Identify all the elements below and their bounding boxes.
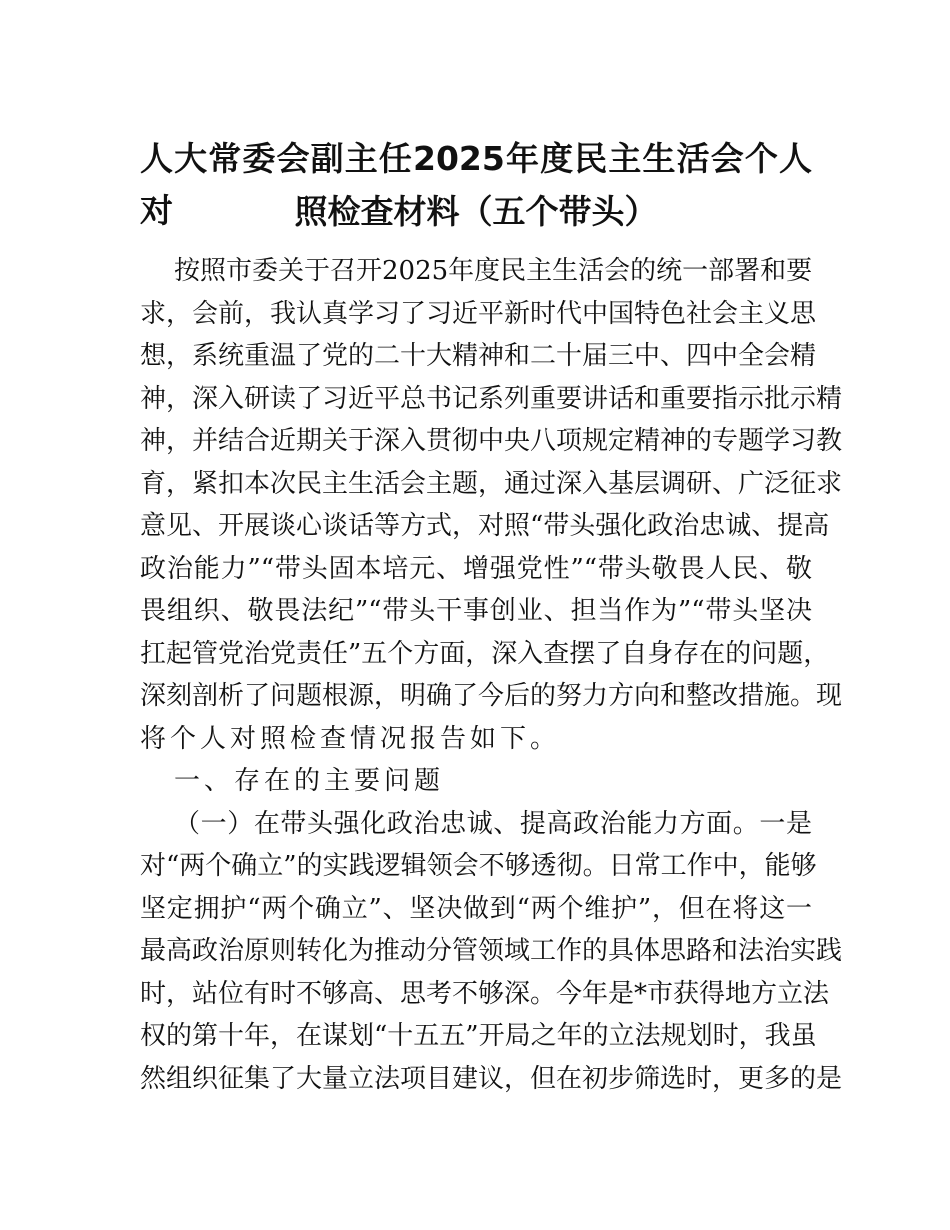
paragraph-line: 育，紧扣本次民主生活会主题，通过深入基层调研、广泛征求 (140, 468, 843, 499)
paragraph-line: （一）在带头强化政治忠诚、提高政治能力方面。一是 (174, 808, 812, 839)
paragraph-line: 畏组织、敬畏法纪”“带头干事创业、担当作为”“带头坚决 (140, 596, 812, 626)
paragraph-line: 将个人对照检查情况报告如下。 (140, 723, 561, 754)
paragraph-line: 想，系统重温了党的二十大精神和二十届三中、四中全会精 (140, 341, 817, 371)
paragraph-line: 权的第十年，在谋划“十五五”开局之年的立法规划时，我虽 (140, 1021, 817, 1051)
paragraph-line: 神，并结合近期关于深入贯彻中央八项规定精神的专题学习教 (140, 426, 843, 456)
paragraph-line: 扛起管党治党责任”五个方面，深入查摆了自身存在的问题， (140, 638, 830, 669)
paragraph-line: 然组织征集了大量立法项目建议，但在初步筛选时，更多的是 (140, 1063, 843, 1094)
paragraph-line: 最高政治原则转化为推动分管领域工作的具体思路和法治实践 (140, 936, 843, 966)
paragraph-line: 深刻剖析了问题根源，明确了今后的努力方向和整改措施。现 (140, 681, 843, 711)
paragraph-line: 神，深入研读了习近平总书记系列重要讲话和重要指示批示精 (140, 383, 843, 414)
paragraph-line: 坚定拥护“两个确立”、坚决做到“两个维护”，但在将这一 (140, 893, 812, 924)
paragraph-line: 按照市委关于召开2025年度民主生活会的统一部署和要 (174, 256, 813, 286)
document-title-line-2: 照检查材料（五个带头） (294, 192, 658, 231)
paragraph-line: 意见、开展谈心谈话等方式，对照“带头强化政治忠诚、提高 (140, 511, 830, 541)
paragraph-line: 对“两个确立”的实践逻辑领会不够透彻。日常工作中，能够 (140, 851, 817, 881)
document-title-line-1: 人大常委会副主任2025年度民主生活会个人对 (140, 139, 812, 230)
paragraph-line: 政治能力”“带头固本培元、增强党性”“带头敬畏人民、敬 (140, 553, 812, 584)
paragraph-line: 时，站位有时不够高、思考不够深。今年是*市获得地方立法 (140, 978, 830, 1009)
paragraph-line: 求，会前，我认真学习了习近平新时代中国特色社会主义思 (140, 298, 817, 329)
document-body (140, 250, 843, 1100)
section-heading: 一、存在的主要问题 (174, 766, 445, 796)
